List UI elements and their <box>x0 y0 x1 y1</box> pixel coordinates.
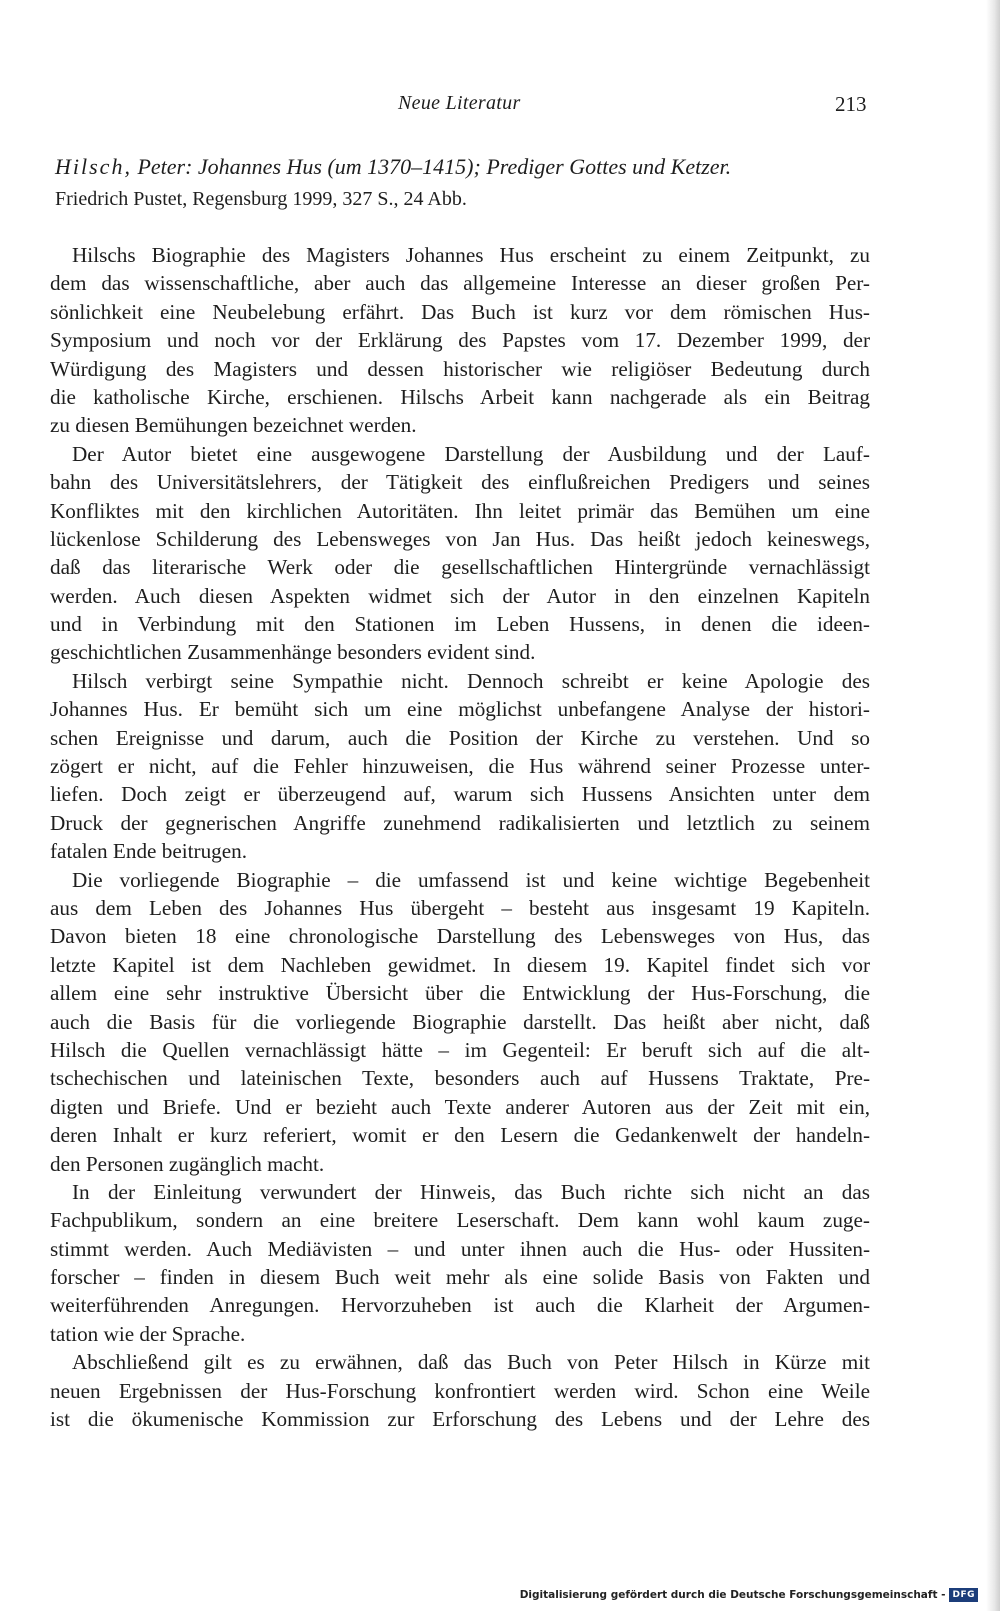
page-edge-shadow <box>986 0 1000 1611</box>
running-head <box>0 92 1000 122</box>
text-line: bahn des Universitätslehrers, der Tätigkeit des einflußreichen Predigers und seines <box>50 470 870 495</box>
text-line: stimmt werden. Auch Mediävisten – und unter ihnen auch die Hus- oder Hussiten- <box>50 1236 870 1261</box>
paragraph <box>50 1178 870 1348</box>
text-line: den Personen zugänglich macht. <box>50 1151 325 1176</box>
text-line: Abschließend gilt es zu erwähnen, daß das Buch von Peter Hilsch in Kürze mit <box>72 1350 870 1375</box>
text-line: geschichtlichen Zusammenhänge besonders evident sind. <box>50 640 536 665</box>
text-line: neuen Ergebnissen der Hus-Forschung konfrontiert werden wird. Schon eine Weile <box>50 1378 870 1403</box>
text-line: liefen. Doch zeigt er überzeugend auf, warum sich Hussens Ansichten unter dem <box>50 782 870 807</box>
citation-title: Peter: Johannes Hus (um 1370–1415); Prediger Gottes und Ketzer. <box>137 154 732 179</box>
text-line: aus dem Leben des Johannes Hus übergeht – besteht aus insgesamt 19 Kapiteln. <box>50 895 870 920</box>
text-line: zu diesen Bemühungen bezeichnet werden. <box>50 413 417 438</box>
text-line: weiterführenden Anregungen. Hervorzuheben ist auch die Klarheit der Argumen- <box>50 1293 870 1318</box>
paragraph <box>50 1348 870 1433</box>
text-line: die katholische Kirche, erschienen. Hilschs Arbeit kann nachgerade als ein Beitrag <box>50 384 870 409</box>
text-line: Die vorliegende Biographie – die umfassend ist und keine wichtige Begebenheit <box>72 867 870 892</box>
text-line: Druck der gegnerischen Angriffe zunehmend radikalisierten und letztlich zu seinem <box>50 810 870 835</box>
text-line: Davon bieten 18 eine chronologische Darstellung des Lebensweges von Hus, das <box>50 924 870 949</box>
dfg-logo: DFG <box>949 1588 978 1602</box>
paragraph <box>50 667 870 866</box>
text-line: fatalen Ende beitrugen. <box>50 839 248 864</box>
citation-title-line <box>55 150 875 184</box>
text-line: Hilschs Biographie des Magisters Johannes Hus erscheint zu einem Zeitpunkt, zu <box>72 243 870 267</box>
text-line: tation wie der Sprache. <box>50 1321 246 1346</box>
text-line: In der Einleitung verwundert der Hinweis, das Buch richte sich nicht an das <box>72 1179 870 1204</box>
text-line: und in Verbindung mit den Stationen im Leben Hussens, in denen die ideen- <box>50 612 870 637</box>
text-line: forscher – finden in diesem Buch weit mehr als eine solide Basis von Fakten und <box>50 1265 870 1290</box>
paragraph <box>50 241 870 440</box>
page-number: 213 <box>835 92 867 116</box>
text-line: allem eine sehr instruktive Übersicht über die Entwicklung der Hus-Forschung, die <box>50 981 870 1006</box>
text-line: auch die Basis für die vorliegende Biographie darstellt. Das heißt aber nicht, daß <box>50 1009 870 1034</box>
text-line: dem das wissenschaftliche, aber auch das allgemeine Interesse an dieser großen Per- <box>50 271 870 296</box>
running-title: Neue Literatur <box>398 92 521 114</box>
paragraph <box>50 866 870 1178</box>
digitization-footer <box>520 1588 978 1602</box>
citation-publication: Friedrich Pustet, Regensburg 1999, 327 S., 24 Abb. <box>55 188 467 210</box>
footer-text: Digitalisierung gefördert durch die Deutsche Forschungsgemeinschaft - <box>519 1589 946 1601</box>
paragraph <box>50 440 870 667</box>
text-line: ist die ökumenische Kommission zur Erforschung des Lebens und der Lehre des <box>50 1407 870 1432</box>
text-line: zögert er nicht, auf die Fehler hinzuweisen, die Hus während seiner Prozesse unter- <box>50 754 870 779</box>
review-body <box>50 241 870 1433</box>
text-line: letzte Kapitel ist dem Nachleben gewidmet. In diesem 19. Kapitel findet sich vor <box>50 952 870 977</box>
text-line: Würdigung des Magisters und dessen historischer wie religiöser Bedeutung durch <box>50 356 870 381</box>
text-line: Johannes Hus. Er bemüht sich um eine möglichst unbefangene Analyse der histori- <box>50 697 870 722</box>
text-line: Konfliktes mit den kirchlichen Autoritäten. Ihn leitet primär das Bemühen um eine <box>50 498 870 523</box>
text-line: werden. Auch diesen Aspekten widmet sich der Autor in den einzelnen Kapiteln <box>50 583 870 608</box>
text-line: Hilsch die Quellen vernachlässigt hätte – im Gegenteil: Er beruft sich auf die alt- <box>50 1037 870 1062</box>
text-line: Symposium und noch vor der Erklärung des Papstes vom 17. Dezember 1999, der <box>50 328 870 353</box>
text-line: daß das literarische Werk oder die gesellschaftlichen Hintergründe vernachlässigt <box>50 555 870 580</box>
text-line: digten und Briefe. Und er bezieht auch Texte anderer Autoren aus der Zeit mit ein, <box>50 1094 870 1119</box>
text-line: Der Autor bietet eine ausgewogene Darstellung der Ausbildung und der Lauf- <box>72 441 870 466</box>
text-line: sönlichkeit eine Neubelebung erfährt. Das Buch ist kurz vor dem römischen Hus- <box>50 299 870 324</box>
text-line: tschechischen und lateinischen Texte, besonders auch auf Hussens Traktate, Pre- <box>50 1066 870 1091</box>
citation-author: Hilsch, <box>55 154 132 179</box>
text-line: Fachpublikum, sondern an eine breitere Leserschaft. Dem kann wohl kaum zuge- <box>50 1208 870 1233</box>
text-line: deren Inhalt er kurz referiert, womit er den Lesern die Gedankenwelt der handeln- <box>50 1123 870 1148</box>
text-line: Hilsch verbirgt seine Sympathie nicht. Dennoch schreibt er keine Apologie des <box>72 668 870 693</box>
book-citation <box>55 150 875 214</box>
text-line: schen Ereignisse und darum, auch die Position der Kirche zu verstehen. Und so <box>50 725 870 750</box>
text-line: lückenlose Schilderung des Lebensweges von Jan Hus. Das heißt jedoch keineswegs, <box>50 526 870 551</box>
